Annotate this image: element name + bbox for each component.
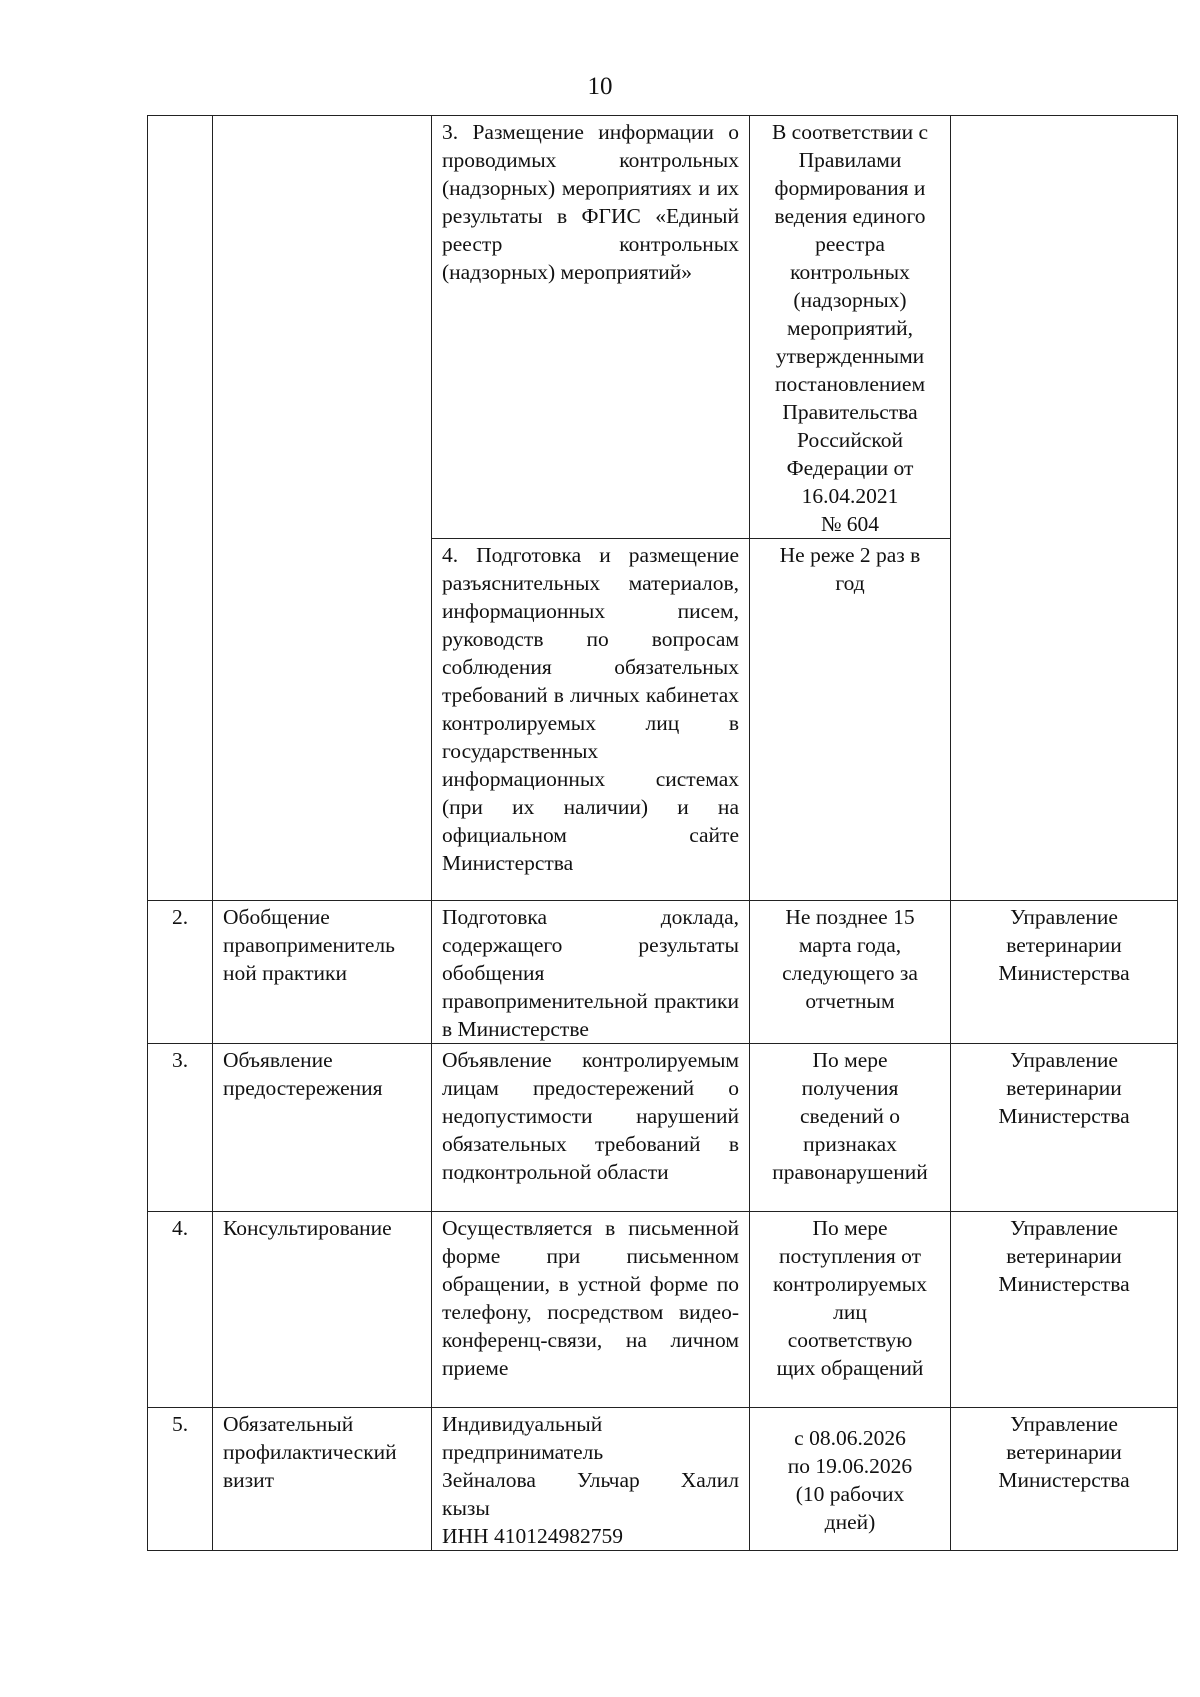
term-line: отчетным: [805, 989, 895, 1013]
term-line: По мере: [812, 1216, 888, 1240]
term-line: В соответствии с: [771, 120, 929, 144]
cell-number: 3.: [148, 1044, 213, 1212]
cell-term: [750, 1212, 951, 1408]
term-line: 16.04.2021: [801, 484, 899, 508]
term-line: мероприятий,: [786, 316, 914, 340]
term-line: Правительства: [782, 400, 918, 424]
term-line: лиц: [833, 1300, 867, 1324]
term-line: Не реже 2 раз в: [779, 543, 921, 567]
responsible-line: ветеринарии: [1006, 1076, 1122, 1100]
term-line: признаках: [803, 1132, 897, 1156]
term-line: (надзорных): [793, 288, 907, 312]
cell-description: 4. Подготовка и размещение разъяснительных материалов, информационных писем, руководств по вопросам соблюдения обязательных требований в личных кабинетах контролируемых лиц в государственных информационных системах (при их наличии) и на официальном сайте Министерства: [432, 539, 750, 901]
term-line: формирования и: [774, 176, 926, 200]
cell-name: Обобщение правоприменитель ной практики: [213, 901, 432, 1044]
term-line: № 604: [820, 512, 880, 536]
cell-description: 3. Размещение информации о проводимых контрольных (надзорных) мероприятиях и их результаты в ФГИС «Единый реестр контрольных (надзорных) мероприятий»: [432, 116, 750, 539]
cell-term: [750, 539, 951, 901]
cell-description: Подготовка доклада, содержащего результаты обобщения правоприменительной практики в Министерстве: [432, 901, 750, 1044]
term-line: Российской: [797, 428, 903, 452]
responsible-line: Управление: [1010, 905, 1118, 929]
description-line: ИНН 410124982759: [442, 1524, 623, 1548]
cell-number: 2.: [148, 901, 213, 1044]
table-row: [148, 1044, 1178, 1212]
term-line: марта года,: [798, 933, 902, 957]
cell-description: [432, 1408, 750, 1551]
term-line: ведения единого: [774, 204, 926, 228]
term-line: Не позднее 15: [785, 905, 915, 929]
responsible-line: Министерства: [998, 1272, 1130, 1296]
page-number: 10: [587, 73, 613, 100]
cell-term: [750, 901, 951, 1044]
term-line: постановлением: [774, 372, 926, 396]
description-line: кызы: [442, 1496, 490, 1520]
term-line: реестра: [815, 232, 885, 256]
cell-name-empty: [213, 116, 432, 901]
responsible-line: Министерства: [998, 1468, 1130, 1492]
responsible-line: Управление: [1010, 1216, 1118, 1240]
term-line: соответствую: [787, 1328, 913, 1352]
cell-responsible: [951, 901, 1178, 1044]
table-row: [148, 1212, 1178, 1408]
cell-description: Осуществляется в письменной форме при письменном обращении, в устной форме по телефону, посредством видео-конференц-связи, на личном приеме: [432, 1212, 750, 1408]
cell-number: 5.: [148, 1408, 213, 1551]
responsible-line: Управление: [1010, 1412, 1118, 1436]
term-line: правонарушений: [772, 1160, 928, 1184]
responsible-line: Управление: [1010, 1048, 1118, 1072]
cell-number-empty: [148, 116, 213, 901]
cell-responsible: [951, 1044, 1178, 1212]
cell-responsible-empty: [951, 116, 1178, 901]
term-line: по 19.06.2026: [787, 1454, 913, 1478]
cell-responsible: [951, 1408, 1178, 1551]
term-line: Федерации от: [786, 456, 914, 480]
cell-term: [750, 116, 951, 539]
term-line: с 08.06.2026: [794, 1426, 906, 1450]
term-line: получения: [801, 1076, 899, 1100]
term-line: поступления от: [778, 1244, 922, 1268]
cell-term: [750, 1044, 951, 1212]
cell-number: 4.: [148, 1212, 213, 1408]
term-line: следующего за: [782, 961, 918, 985]
term-line: дней): [824, 1510, 876, 1534]
term-line: контрольных: [790, 260, 910, 284]
term-line: утвержденными: [775, 344, 925, 368]
term-line: сведений о: [800, 1104, 900, 1128]
term-line: (10 рабочих: [795, 1482, 905, 1506]
cell-term: [750, 1408, 951, 1551]
cell-name: Объявление предостережения: [213, 1044, 432, 1212]
table-row: [148, 1408, 1178, 1551]
description-line: Индивидуальный предприниматель: [442, 1412, 604, 1464]
term-line: контролируемых: [773, 1272, 927, 1296]
responsible-line: Министерства: [998, 1104, 1130, 1128]
responsible-line: Министерства: [998, 961, 1130, 985]
prevention-plan-table: [147, 115, 1178, 1551]
table-row: [148, 901, 1178, 1044]
term-line: По мере: [812, 1048, 888, 1072]
cell-name: Обязательный профилактический визит: [213, 1408, 432, 1551]
term-line: Правилами: [798, 148, 902, 172]
term-line: щих обращений: [776, 1356, 924, 1380]
table-row-continuation-item3: [148, 116, 1178, 539]
cell-name: Консультирование: [213, 1212, 432, 1408]
cell-responsible: [951, 1212, 1178, 1408]
cell-description: Объявление контролируемым лицам предостережений о недопустимости нарушений обязательных требований в подконтрольной области: [432, 1044, 750, 1212]
term-line: год: [835, 571, 865, 595]
responsible-line: ветеринарии: [1006, 933, 1122, 957]
responsible-line: ветеринарии: [1006, 1440, 1122, 1464]
responsible-line: ветеринарии: [1006, 1244, 1122, 1268]
description-line: Зейналова Ульчар Халил: [442, 1468, 739, 1492]
